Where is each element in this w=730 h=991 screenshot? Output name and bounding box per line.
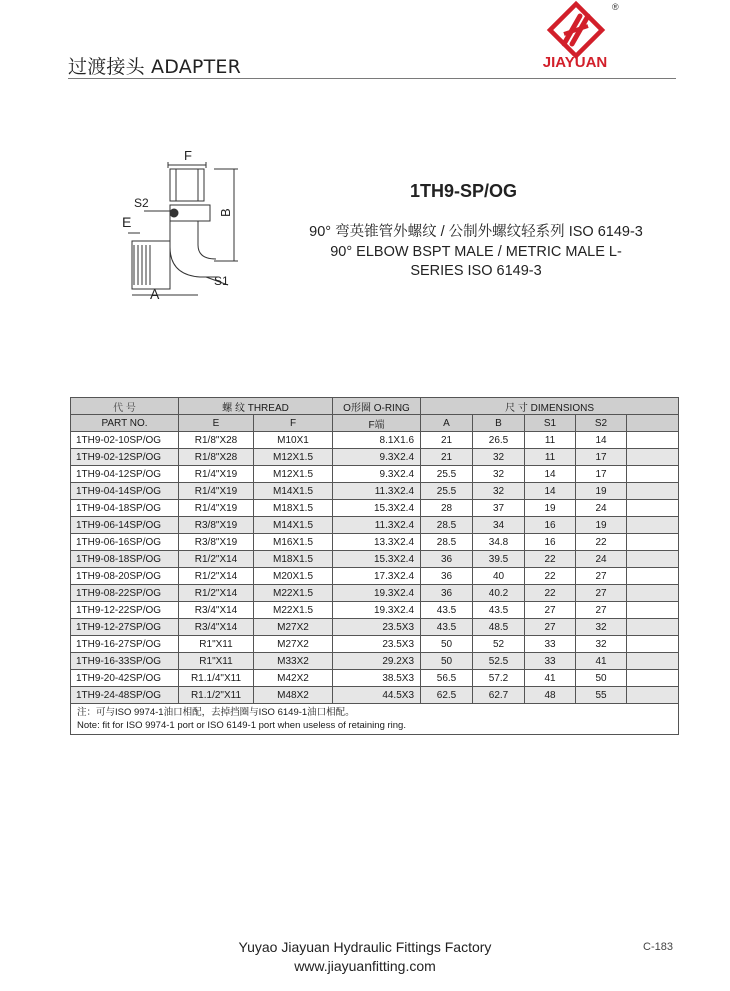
- desc-cn: 90° 弯英锥管外螺纹 / 公制外螺纹轻系列 ISO 6149-3: [309, 224, 643, 240]
- oring-cell: 15.3X2.4: [333, 551, 421, 568]
- group-header-thread: 螺 纹 THREAD: [179, 398, 333, 415]
- thread-e-cell: R1.1/4"X11: [179, 670, 254, 687]
- part-number-cell: 1TH9-04-18SP/OG: [71, 500, 179, 517]
- dim-b-cell: 40.2: [473, 585, 525, 602]
- oring-cell: 9.3X2.4: [333, 466, 421, 483]
- part-number-cell: 1TH9-08-22SP/OG: [71, 585, 179, 602]
- dim-s1-cell: 41: [525, 670, 576, 687]
- col-header-s1: S1: [525, 415, 576, 432]
- dim-s1-cell: 22: [525, 585, 576, 602]
- dim-s2-cell: 24: [576, 500, 627, 517]
- dim-b-cell: 43.5: [473, 602, 525, 619]
- thread-f-cell: M33X2: [254, 653, 333, 670]
- thread-f-cell: M12X1.5: [254, 449, 333, 466]
- dim-b-cell: 62.7: [473, 687, 525, 704]
- thread-f-cell: M18X1.5: [254, 551, 333, 568]
- dim-s1-cell: 16: [525, 534, 576, 551]
- dim-s1-cell: 33: [525, 636, 576, 653]
- dim-s2-cell: 32: [576, 619, 627, 636]
- blank-cell: [627, 449, 679, 466]
- dim-s2-cell: 19: [576, 517, 627, 534]
- thread-f-cell: M27X2: [254, 636, 333, 653]
- dim-b-cell: 32: [473, 449, 525, 466]
- dim-s1-cell: 22: [525, 551, 576, 568]
- dim-a-cell: 28.5: [421, 534, 473, 551]
- thread-f-cell: M14X1.5: [254, 517, 333, 534]
- blank-cell: [627, 636, 679, 653]
- col-header-part-no: PART NO.: [71, 415, 179, 432]
- table-row: [71, 517, 679, 534]
- part-number-cell: 1TH9-02-10SP/OG: [71, 432, 179, 449]
- table-row: [71, 500, 679, 517]
- blank-cell: [627, 534, 679, 551]
- group-header-oring: O形圈 O-RING: [333, 398, 421, 415]
- dim-b-cell: 32: [473, 466, 525, 483]
- note-cn: 注：可与ISO 9974-1油口相配，去掉挡圈与ISO 6149-1油口相配。: [77, 707, 355, 718]
- blank-cell: [627, 500, 679, 517]
- dim-s2-cell: 55: [576, 687, 627, 704]
- dim-a-cell: 62.5: [421, 687, 473, 704]
- label-a: A: [150, 286, 160, 302]
- thread-e-cell: R1/2"X14: [179, 568, 254, 585]
- part-number-cell: 1TH9-24-48SP/OG: [71, 687, 179, 704]
- thread-e-cell: R1/4"X19: [179, 466, 254, 483]
- thread-e-cell: R1/2"X14: [179, 551, 254, 568]
- dim-b-cell: 26.5: [473, 432, 525, 449]
- dim-s2-cell: 27: [576, 602, 627, 619]
- desc-en-line2: SERIES ISO 6149-3: [410, 263, 542, 279]
- table-row: [71, 670, 679, 687]
- part-number-cell: 1TH9-04-12SP/OG: [71, 466, 179, 483]
- part-number-cell: 1TH9-12-22SP/OG: [71, 602, 179, 619]
- thread-e-cell: R3/8"X19: [179, 534, 254, 551]
- dim-a-cell: 25.5: [421, 483, 473, 500]
- thread-f-cell: M27X2: [254, 619, 333, 636]
- label-b: B: [218, 208, 233, 217]
- dim-a-cell: 21: [421, 432, 473, 449]
- thread-e-cell: R1/8"X28: [179, 432, 254, 449]
- blank-cell: [627, 619, 679, 636]
- thread-e-cell: R1/2"X14: [179, 585, 254, 602]
- table-row: [71, 432, 679, 449]
- part-number-cell: 1TH9-06-14SP/OG: [71, 517, 179, 534]
- dim-s2-cell: 17: [576, 449, 627, 466]
- blank-cell: [627, 483, 679, 500]
- part-number-cell: 1TH9-16-27SP/OG: [71, 636, 179, 653]
- blank-cell: [627, 466, 679, 483]
- table-row: [71, 687, 679, 704]
- dim-a-cell: 28.5: [421, 517, 473, 534]
- blank-cell: [627, 670, 679, 687]
- logo-text: JIAYUAN: [542, 54, 608, 71]
- col-header-s2: S2: [576, 415, 627, 432]
- dim-a-cell: 36: [421, 551, 473, 568]
- dim-s1-cell: 19: [525, 500, 576, 517]
- dim-s1-cell: 22: [525, 568, 576, 585]
- dim-s2-cell: 22: [576, 534, 627, 551]
- blank-cell: [627, 585, 679, 602]
- col-header-b: B: [473, 415, 525, 432]
- desc-en-line1: 90° ELBOW BSPT MALE / METRIC MALE L-: [330, 243, 622, 260]
- dim-s1-cell: 33: [525, 653, 576, 670]
- thread-e-cell: R1.1/2"X11: [179, 687, 254, 704]
- dim-a-cell: 43.5: [421, 619, 473, 636]
- table-row: [71, 653, 679, 670]
- table-row: [71, 602, 679, 619]
- dim-a-cell: 56.5: [421, 670, 473, 687]
- note-en: Note: fit for ISO 9974-1 port or ISO 6149-1 port when useless of retaining ring.: [77, 720, 406, 731]
- dim-a-cell: 43.5: [421, 602, 473, 619]
- blank-cell: [627, 551, 679, 568]
- dim-s1-cell: 27: [525, 619, 576, 636]
- table-row: [71, 636, 679, 653]
- part-number-cell: 1TH9-06-16SP/OG: [71, 534, 179, 551]
- oring-cell: 23.5X3: [333, 636, 421, 653]
- thread-f-cell: M10X1: [254, 432, 333, 449]
- thread-e-cell: R3/8"X19: [179, 517, 254, 534]
- group-header-dimensions: 尺 寸 DIMENSIONS: [421, 398, 679, 415]
- dim-a-cell: 36: [421, 585, 473, 602]
- oring-cell: 8.1X1.6: [333, 432, 421, 449]
- table-row: [71, 466, 679, 483]
- col-header-a: A: [421, 415, 473, 432]
- oring-cell: 38.5X3: [333, 670, 421, 687]
- blank-cell: [627, 687, 679, 704]
- oring-cell: 9.3X2.4: [333, 449, 421, 466]
- label-s2: S2: [134, 196, 149, 210]
- dim-b-cell: 39.5: [473, 551, 525, 568]
- dim-s1-cell: 11: [525, 449, 576, 466]
- oring-cell: 15.3X2.4: [333, 500, 421, 517]
- oring-cell: 11.3X2.4: [333, 517, 421, 534]
- fitting-drawing: [110, 145, 250, 305]
- thread-f-cell: M42X2: [254, 670, 333, 687]
- table-row: [71, 449, 679, 466]
- blank-cell: [627, 517, 679, 534]
- dim-a-cell: 50: [421, 636, 473, 653]
- table-note: [71, 704, 679, 735]
- dim-s2-cell: 50: [576, 670, 627, 687]
- col-header-e: E: [179, 415, 254, 432]
- product-description: [300, 223, 652, 282]
- thread-e-cell: R1"X11: [179, 636, 254, 653]
- blank-cell: [627, 602, 679, 619]
- dim-s1-cell: 14: [525, 483, 576, 500]
- header-divider: [68, 78, 676, 79]
- oring-cell: 29.2X3: [333, 653, 421, 670]
- table-row: [71, 534, 679, 551]
- dim-s2-cell: 27: [576, 585, 627, 602]
- dim-a-cell: 50: [421, 653, 473, 670]
- registered-mark: ®: [612, 2, 619, 12]
- dim-b-cell: 52: [473, 636, 525, 653]
- label-f: F: [184, 148, 192, 163]
- spec-table: [70, 397, 679, 735]
- thread-e-cell: R1"X11: [179, 653, 254, 670]
- part-number-cell: 1TH9-16-33SP/OG: [71, 653, 179, 670]
- group-header-code: 代 号: [71, 398, 179, 415]
- thread-f-cell: M16X1.5: [254, 534, 333, 551]
- oring-cell: 23.5X3: [333, 619, 421, 636]
- part-number-cell: 1TH9-12-27SP/OG: [71, 619, 179, 636]
- thread-e-cell: R3/4"X14: [179, 619, 254, 636]
- dim-b-cell: 32: [473, 483, 525, 500]
- blank-cell: [627, 568, 679, 585]
- dim-s2-cell: 14: [576, 432, 627, 449]
- oring-cell: 17.3X2.4: [333, 568, 421, 585]
- dim-b-cell: 37: [473, 500, 525, 517]
- blank-cell: [627, 432, 679, 449]
- dim-s2-cell: 19: [576, 483, 627, 500]
- dim-s1-cell: 11: [525, 432, 576, 449]
- part-number-cell: 1TH9-02-12SP/OG: [71, 449, 179, 466]
- dim-b-cell: 57.2: [473, 670, 525, 687]
- footer-url[interactable]: www.jiayuanfitting.com: [294, 958, 436, 974]
- dim-b-cell: 48.5: [473, 619, 525, 636]
- dim-s1-cell: 16: [525, 517, 576, 534]
- part-number-cell: 1TH9-04-14SP/OG: [71, 483, 179, 500]
- col-header-f-end: F端: [333, 415, 421, 432]
- table-row: [71, 585, 679, 602]
- oring-cell: 44.5X3: [333, 687, 421, 704]
- dim-s1-cell: 14: [525, 466, 576, 483]
- oring-cell: 19.3X2.4: [333, 585, 421, 602]
- part-number-cell: 1TH9-08-18SP/OG: [71, 551, 179, 568]
- dim-s2-cell: 17: [576, 466, 627, 483]
- product-model: 1TH9-SP/OG: [410, 181, 518, 201]
- part-number-cell: 1TH9-20-42SP/OG: [71, 670, 179, 687]
- oring-cell: 13.3X2.4: [333, 534, 421, 551]
- label-s1: S1: [214, 274, 229, 288]
- dim-s2-cell: 32: [576, 636, 627, 653]
- oring-cell: 19.3X2.4: [333, 602, 421, 619]
- thread-f-cell: M48X2: [254, 687, 333, 704]
- dim-a-cell: 21: [421, 449, 473, 466]
- thread-e-cell: R1/8"X28: [179, 449, 254, 466]
- thread-f-cell: M14X1.5: [254, 483, 333, 500]
- oring-cell: 11.3X2.4: [333, 483, 421, 500]
- dim-a-cell: 25.5: [421, 466, 473, 483]
- dim-b-cell: 40: [473, 568, 525, 585]
- thread-f-cell: M12X1.5: [254, 466, 333, 483]
- thread-e-cell: R3/4"X14: [179, 602, 254, 619]
- thread-f-cell: M18X1.5: [254, 500, 333, 517]
- thread-e-cell: R1/4"X19: [179, 483, 254, 500]
- dim-b-cell: 52.5: [473, 653, 525, 670]
- dim-a-cell: 36: [421, 568, 473, 585]
- blank-cell: [627, 653, 679, 670]
- col-header-f: F: [254, 415, 333, 432]
- thread-e-cell: R1/4"X19: [179, 500, 254, 517]
- dim-s2-cell: 24: [576, 551, 627, 568]
- page-number: C-183: [643, 941, 673, 953]
- dim-s2-cell: 27: [576, 568, 627, 585]
- thread-f-cell: M22X1.5: [254, 585, 333, 602]
- thread-f-cell: M22X1.5: [254, 602, 333, 619]
- dim-a-cell: 28: [421, 500, 473, 517]
- dim-s1-cell: 48: [525, 687, 576, 704]
- table-row: [71, 619, 679, 636]
- thread-f-cell: M20X1.5: [254, 568, 333, 585]
- footer-company: Yuyao Jiayuan Hydraulic Fittings Factory: [238, 939, 492, 955]
- table-row: [71, 483, 679, 500]
- table-row: [71, 568, 679, 585]
- col-header-blank: [627, 415, 679, 432]
- dim-s1-cell: 27: [525, 602, 576, 619]
- part-number-cell: 1TH9-08-20SP/OG: [71, 568, 179, 585]
- dim-s2-cell: 41: [576, 653, 627, 670]
- label-e: E: [122, 214, 132, 230]
- page-title: 过渡接头 ADAPTER: [68, 56, 242, 78]
- dim-b-cell: 34: [473, 517, 525, 534]
- dim-b-cell: 34.8: [473, 534, 525, 551]
- table-row: [71, 551, 679, 568]
